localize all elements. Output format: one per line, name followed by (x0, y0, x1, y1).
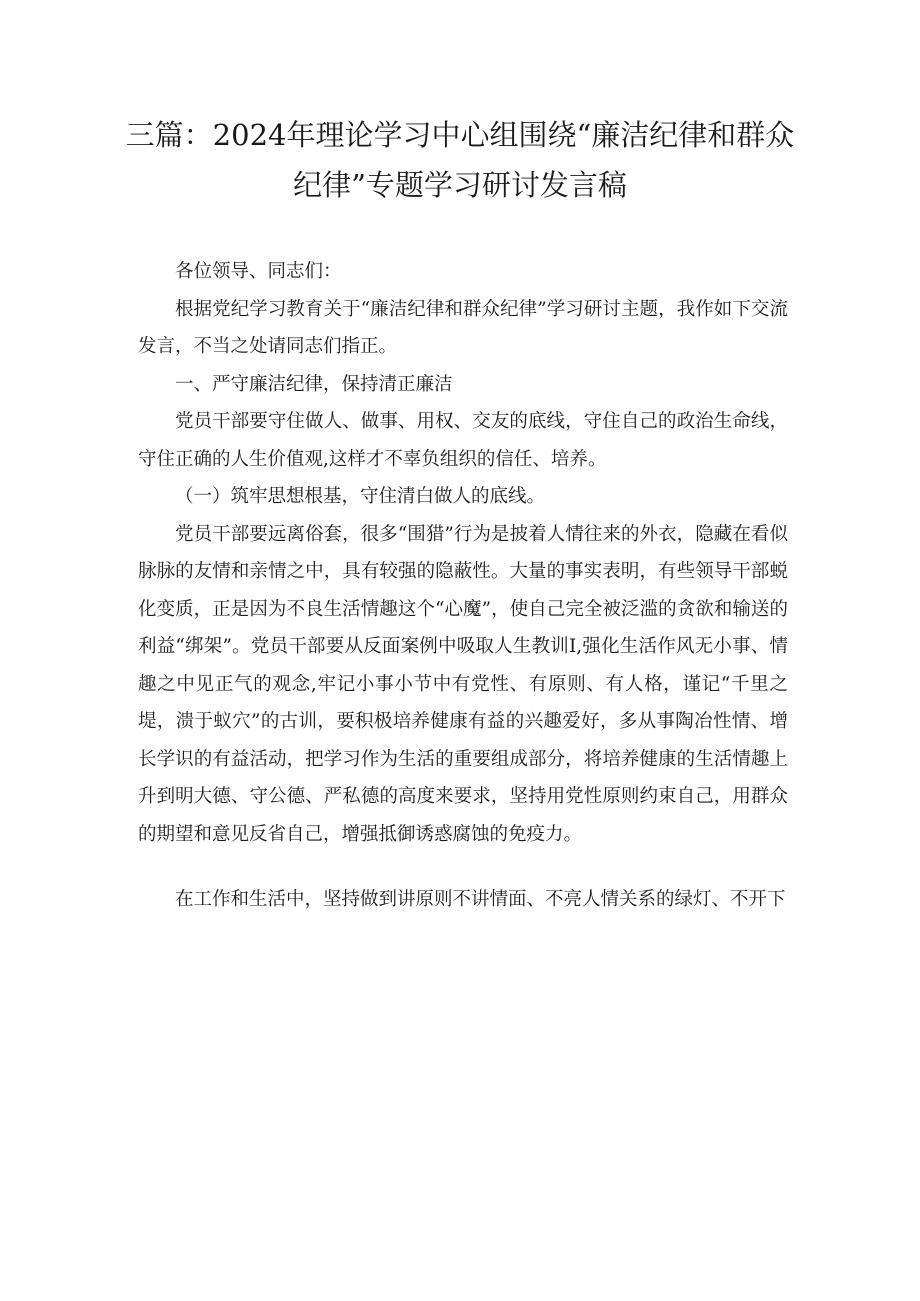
title-line-2: 纪律”专题学习研讨发言稿 (293, 168, 627, 202)
body-paragraph: 党员干部要守住做人、做事、用权、交友的底线，守住自己的政治生命线，守住正确的人生价值观,这样才不辜负组织的信任、培养。 (138, 411, 788, 470)
salutation: 各位领导、同志们： (175, 261, 342, 282)
title-line-1: 三篇：2024年理论学习中心组围绕“廉洁纪律和群众 (125, 118, 795, 152)
body-paragraph: 党员干部要远离俗套，很多“围猎”行为是披着人情往来的外衣，隐藏在看似脉脉的友情和亲情之中，具有较强的隐蔽性。大量的事实表明，有些领导干部蜕化变质，正是因为不良生活情趣这个“心魔”，使自己完全被泛滥的贪欲和输送的利益“绑架”。党员干部要从反面案例中吸取人生教训I,强化生活作风无小事、情趣之中见正气的观念,牢记小事小节中有党性、有原则、有人格，谨记“千里之堤，溃于蚁穴”的古训，要积极培养健康有益的兴趣爱好，多从事陶冶性情、增长学识的有益活动，把学习作为生活的重要组成部分，将培养健康的生活情趣上升到明大德、守公德、严私德的高度来要求，坚持用党性原则约束自己，用群众的期望和意见反省自己，增强抵御诱惑腐蚀的免疫力。 (138, 523, 788, 845)
intro-paragraph: 根据党纪学习教育关于“廉洁纪律和群众纪律”学习研讨主题，我作如下交流发言，不当之处请同志们指正。 (138, 298, 788, 357)
document-body (138, 253, 788, 919)
body-paragraph: 在工作和生活中，坚持做到讲原则不讲情面、不亮人情关系的绿灯、不开下 (175, 889, 786, 910)
section-heading-1: 一、严守廉洁纪律，保持清正廉洁 (175, 373, 453, 395)
subsection-heading-1: （一）筑牢思想根基，守住清白做人的底线。 (175, 486, 546, 507)
document-title (120, 110, 800, 210)
